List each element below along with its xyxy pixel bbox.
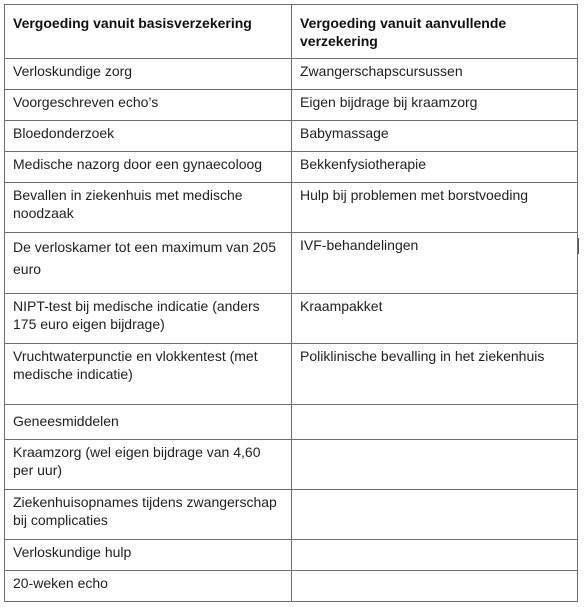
table-row [5, 540, 578, 571]
supplementary-cell [292, 571, 578, 602]
table-row [5, 440, 578, 490]
supplementary-cell: Eigen bijdrage bij kraamzorg [292, 90, 578, 121]
header-basic-insurance: Vergoeding vanuit basisverzekering [5, 5, 292, 59]
basic-cell: Verloskundige hulp [5, 540, 292, 571]
coverage-table [4, 4, 578, 602]
supplementary-cell [292, 440, 578, 490]
table-row [5, 90, 578, 121]
table-row [5, 121, 578, 152]
header-supplementary-insurance: Vergoeding vanuit aanvullende verzekering [292, 5, 578, 59]
basic-cell: Geneesmiddelen [5, 405, 292, 440]
basic-cell: Verloskundige zorg [5, 59, 292, 90]
supplementary-cell [292, 540, 578, 571]
supplementary-cell: Babymassage [292, 121, 578, 152]
supplementary-cell: Bekkenfysiotherapie [292, 152, 578, 183]
basic-cell: Ziekenhuisopnames tijdens zwangerschap bij complicaties [5, 490, 292, 540]
basic-cell: Kraamzorg (wel eigen bijdrage van 4,60 per uur) [5, 440, 292, 490]
supplementary-cell [292, 490, 578, 540]
table-row [5, 405, 578, 440]
edge-mark [578, 238, 579, 254]
table-row [5, 344, 578, 405]
document-page [4, 4, 578, 602]
table-row [5, 152, 578, 183]
table-row [5, 59, 578, 90]
supplementary-cell: IVF-behandelingen [292, 233, 578, 294]
supplementary-cell: Hulp bij problemen met borstvoeding [292, 183, 578, 233]
table-row [5, 294, 578, 344]
basic-cell: 20-weken echo [5, 571, 292, 602]
table-row [5, 233, 578, 294]
table-row [5, 490, 578, 540]
basic-cell: NIPT-test bij medische indicatie (anders 175 euro eigen bijdrage) [5, 294, 292, 344]
basic-cell: Voorgeschreven echo’s [5, 90, 292, 121]
basic-cell: Medische nazorg door een gynaecoloog [5, 152, 292, 183]
basic-cell: Bevallen in ziekenhuis met medische noodzaak [5, 183, 292, 233]
supplementary-cell: Kraampakket [292, 294, 578, 344]
supplementary-cell: Poliklinische bevalling in het ziekenhuis [292, 344, 578, 405]
table-header-row [5, 5, 578, 59]
basic-cell: Bloedonderzoek [5, 121, 292, 152]
supplementary-cell: Zwangerschapscursussen [292, 59, 578, 90]
basic-cell: Vruchtwaterpunctie en vlokkentest (met medische indicatie) [5, 344, 292, 405]
supplementary-cell [292, 405, 578, 440]
table-row [5, 571, 578, 602]
table-row [5, 183, 578, 233]
basic-cell: De verloskamer tot een maximum van 205 euro [5, 233, 292, 294]
